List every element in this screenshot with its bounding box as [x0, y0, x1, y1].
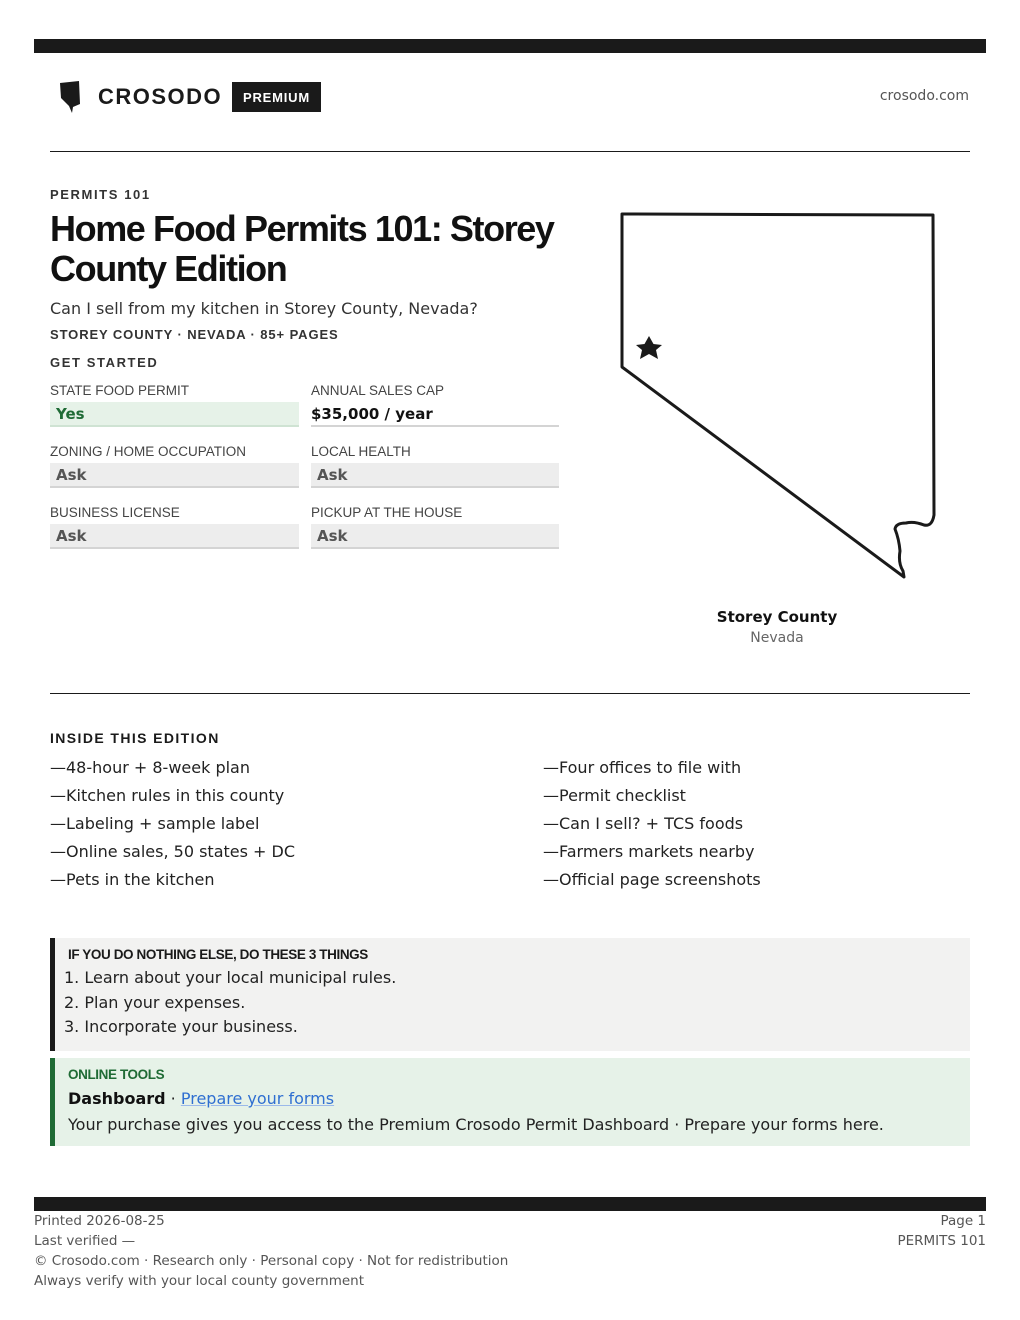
fact-zoning [50, 443, 299, 504]
must-do-heading: IF YOU DO NOTHING ELSE, DO THESE 3 THINGS [68, 947, 368, 962]
fact-value: Yes [50, 402, 299, 427]
brand-name: CROSODO [98, 84, 223, 109]
fact-annual-sales-cap [311, 382, 559, 443]
map-state-name: Nevada [750, 630, 804, 646]
toc-item: —Online sales, 50 states + DC [50, 842, 296, 861]
prepare-forms-link[interactable]: Prepare your forms [180, 1089, 335, 1108]
separator: · [165, 1089, 181, 1108]
fact-label: LOCAL HEALTH [311, 444, 411, 459]
fact-label: PICKUP AT THE HOUSE [311, 505, 463, 520]
bottom-rule-bar [34, 1197, 986, 1211]
fact-pickup-at-house [311, 504, 559, 565]
toc-item: —Farmers markets nearby [543, 842, 755, 861]
fact-value: $35,000 / year [311, 402, 559, 427]
fact-label: STATE FOOD PERMIT [50, 383, 190, 398]
quick-facts-grid [50, 382, 559, 565]
fact-value: Ask [50, 463, 299, 488]
fact-label: ANNUAL SALES CAP [311, 383, 445, 398]
footer-verify-note: Always verify with your local county government [34, 1273, 364, 1289]
page-title: Home Food Permits 101: Storey County Edition [50, 208, 554, 289]
fact-value: Ask [50, 524, 299, 549]
online-tools-heading: ONLINE TOOLS [68, 1067, 165, 1082]
footer-section: PERMITS 101 [897, 1233, 986, 1249]
county-star-icon [636, 336, 662, 359]
toc-item: —Kitchen rules in this county [50, 786, 285, 805]
must-do-callout [50, 938, 970, 1051]
fact-label: ZONING / HOME OCCUPATION [50, 444, 247, 459]
toc-item: —48-hour + 8-week plan [50, 758, 250, 777]
dashboard-label: Dashboard [68, 1089, 166, 1108]
site-url[interactable]: crosodo.com [879, 88, 969, 104]
brand-logo[interactable] [58, 80, 222, 114]
toc-item: —Pets in the kitchen [50, 870, 215, 889]
toc-item: —Official page screenshots [543, 870, 761, 889]
top-rule-bar [34, 39, 986, 53]
footer-page-number: Page 1 [940, 1213, 986, 1229]
must-do-step: 2. Plan your expenses. [64, 992, 246, 1012]
toc-left-column [50, 757, 295, 897]
must-do-steps [64, 966, 970, 1040]
footer-copyright: © Crosodo.com · Research only · Personal copy · Not for redistribution [34, 1253, 509, 1269]
fact-local-health [311, 443, 559, 504]
fact-label: BUSINESS LICENSE [50, 505, 180, 520]
get-started-heading: GET STARTED [50, 355, 159, 370]
toc-item: —Permit checklist [543, 786, 686, 805]
dashboard-line [68, 1086, 970, 1112]
fact-state-food-permit [50, 382, 299, 443]
header-divider [50, 151, 970, 152]
online-tools-description: Your purchase gives you access to the Premium Crosodo Permit Dashboard · Prepare your forms here. [68, 1115, 884, 1134]
page-subtitle: Can I sell from my kitchen in Storey County, Nevada? [50, 299, 478, 318]
nevada-logo-icon [58, 80, 82, 114]
toc-right-column [543, 757, 761, 897]
online-tools-callout [50, 1058, 970, 1146]
toc-item: —Labeling + sample label [50, 814, 260, 833]
footer-last-verified: Last verified — [34, 1233, 136, 1249]
toc-item: —Four offices to file with [543, 758, 742, 777]
edition-meta: STOREY COUNTY · NEVADA · 85+ PAGES [50, 327, 339, 342]
fact-business-license [50, 504, 299, 565]
state-map [612, 205, 942, 585]
footer-left [34, 1211, 508, 1291]
section-eyebrow: PERMITS 101 [50, 187, 151, 202]
toc-item: —Can I sell? + TCS foods [543, 814, 744, 833]
fact-value: Ask [311, 463, 559, 488]
map-county-name: Storey County [716, 608, 838, 626]
must-do-step: 3. Incorporate your business. [64, 1017, 298, 1036]
must-do-step: 1. Learn about your local municipal rules. [64, 968, 397, 987]
premium-badge: PREMIUM [232, 82, 321, 112]
fact-value: Ask [311, 524, 559, 549]
inside-edition-heading: INSIDE THIS EDITION [50, 730, 220, 746]
footer-right [897, 1211, 986, 1251]
section-divider [50, 693, 970, 694]
footer-printed-date: Printed 2026-08-25 [34, 1213, 165, 1229]
nevada-map-icon [612, 205, 942, 585]
